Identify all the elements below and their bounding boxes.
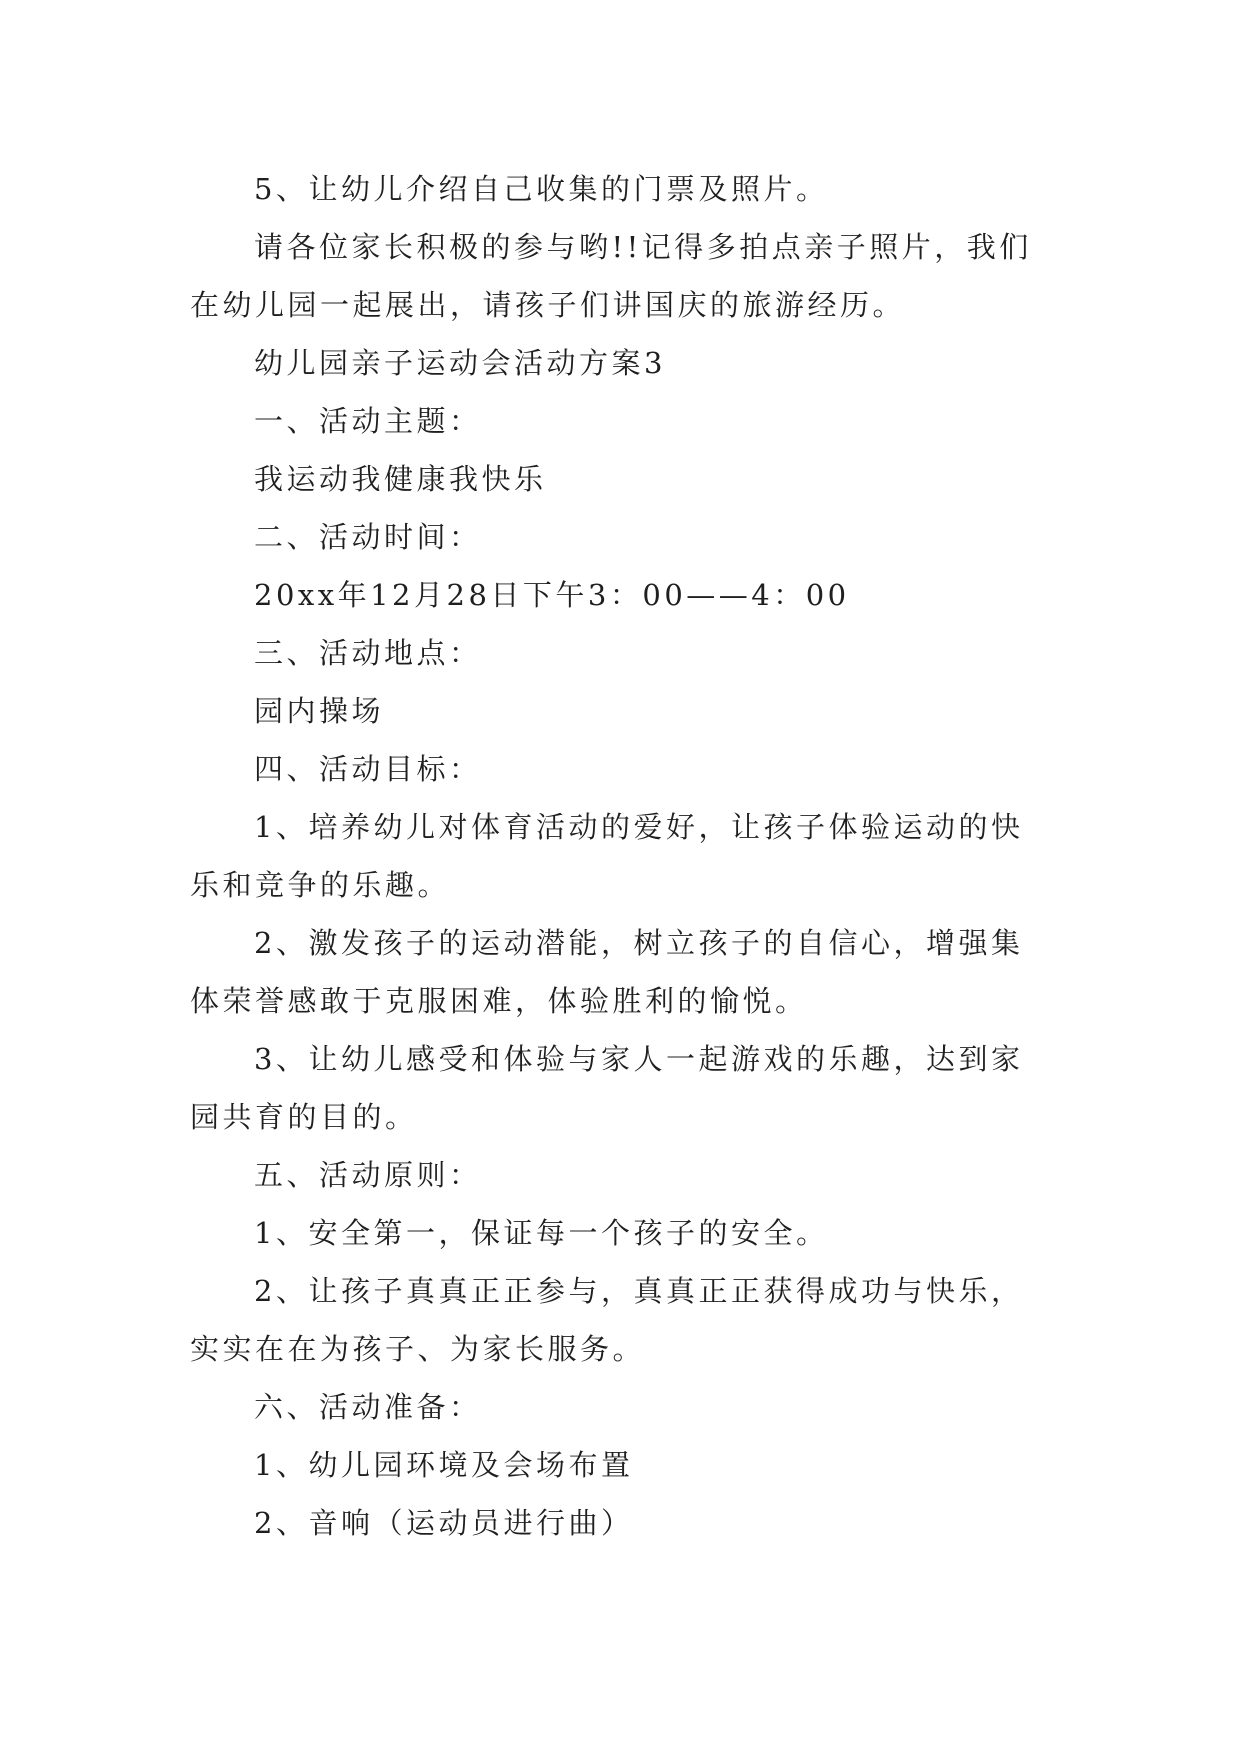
principle-item-2: 2、让孩子真真正正参与，真真正正获得成功与快乐，实实在在为孩子、为家长服务。 [190, 1274, 1024, 1366]
activity-theme-text: 我运动我健康我快乐 [254, 462, 547, 496]
activity-location-text: 园内操场 [254, 694, 385, 728]
goal-item-3: 3、让幼儿感受和体验与家人一起游戏的乐趣，达到家园共育的目的。 [190, 1042, 1024, 1134]
heading-activity-time: 二、活动时间： [254, 520, 482, 554]
paragraph-parents-participate: 请各位家长积极的参与哟!!记得多拍点亲子照片，我们在幼儿园一起展出，请孩子们讲国庆的旅游经历。 [190, 230, 1032, 322]
paragraph-item-5-intro-tickets: 5、让幼儿介绍自己收集的门票及照片。 [254, 172, 829, 206]
preparation-item-1: 1、幼儿园环境及会场布置 [254, 1448, 634, 1482]
principle-item-1: 1、安全第一，保证每一个孩子的安全。 [254, 1216, 829, 1250]
goal-item-2: 2、激发孩子的运动潜能，树立孩子的自信心，增强集体荣誉感敢于克服困难，体验胜利的愉悦。 [190, 926, 1024, 1018]
goal-item-1: 1、培养幼儿对体育活动的爱好，让孩子体验运动的快乐和竞争的乐趣。 [190, 810, 1024, 902]
heading-activity-theme: 一、活动主题： [254, 404, 482, 438]
heading-activity-location: 三、活动地点： [254, 636, 482, 670]
heading-activity-principles: 五、活动原则： [254, 1158, 482, 1192]
activity-time-text: 20xx年12月28日下午3：00——4：00 [254, 578, 850, 612]
section-title-plan-3: 幼儿园亲子运动会活动方案3 [254, 346, 666, 380]
document-body [190, 160, 1050, 1552]
preparation-item-2: 2、音响（运动员进行曲） [254, 1506, 634, 1540]
heading-activity-preparation: 六、活动准备： [254, 1390, 482, 1424]
heading-activity-goals: 四、活动目标： [254, 752, 482, 786]
